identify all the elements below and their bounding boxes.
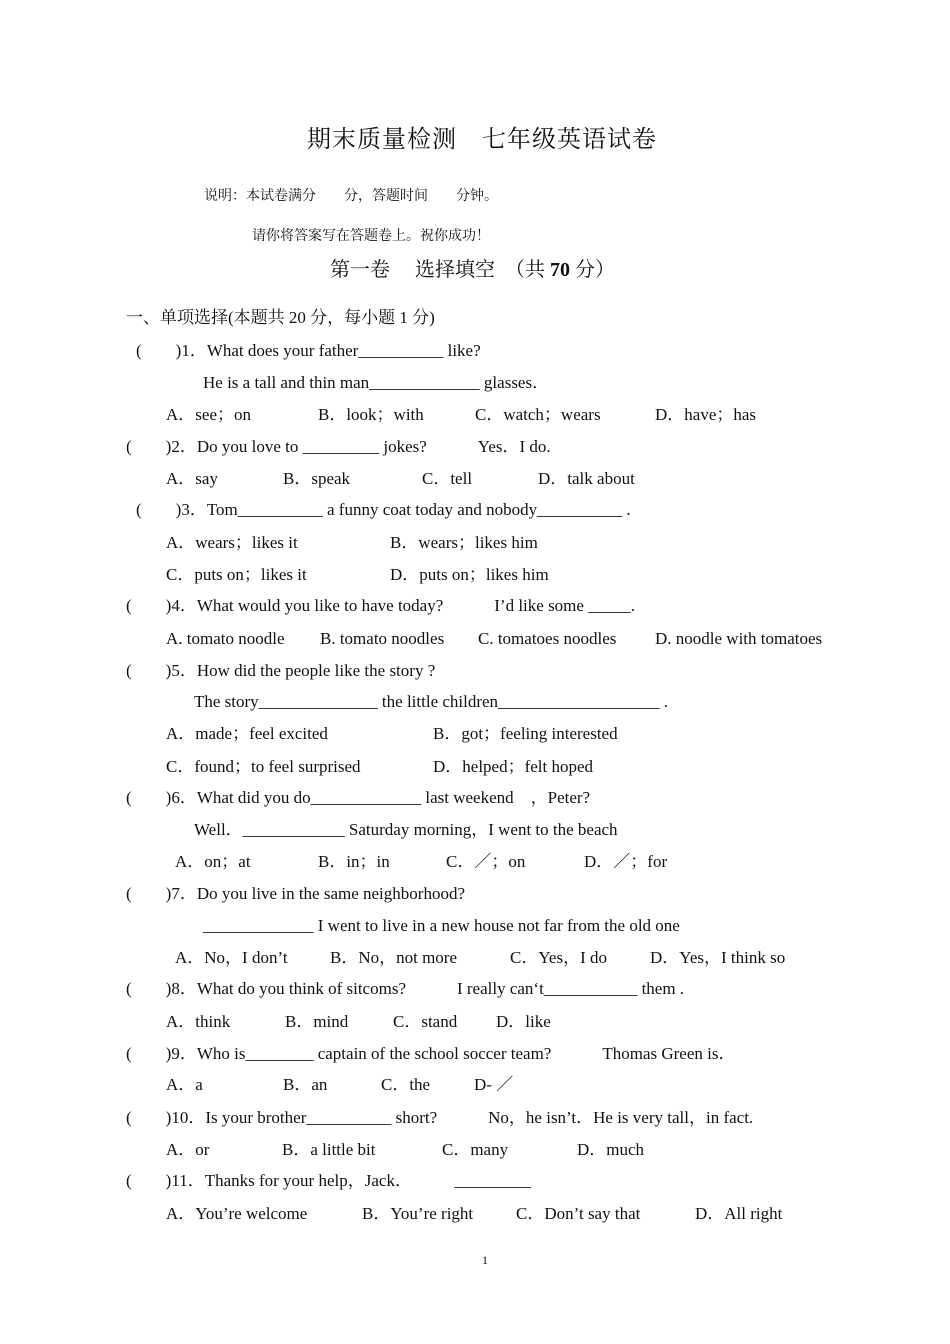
option: A．or [166,1140,210,1159]
option: A．say [166,469,218,488]
question-line: The story______________ the little children___________________ . [194,692,669,711]
option: D．helped；felt hoped [433,757,594,776]
part-suffix: 分） [570,259,615,281]
question-line: Well．____________ Saturday morning，I went to the beach [194,820,618,839]
question-line: He is a tall and thin man_____________ glasses． [203,373,550,392]
page-number: 1 [482,1253,488,1267]
option: A. tomato noodle [166,629,285,648]
option: C．／；on [446,852,526,871]
part-prefix: 第一卷 选择填空 （共 [330,259,550,281]
question-stem: ( )9．Who is________ captain of the school soccer team? Thomas Green is． [126,1044,736,1063]
instructions-line-2: 请你将答案写在答题卷上。祝你成功！ [252,228,490,244]
question-stem: ( )7．Do you live in the same neighborhood? [126,884,465,903]
option: C．many [442,1140,509,1159]
option: B．in；in [318,852,390,871]
question-line: _____________ I went to live in a new house not far from the old one [203,916,680,935]
option: B．an [283,1075,328,1094]
option: C．found；to feel surprised [166,757,361,776]
option: C．puts on；likes it [166,565,307,584]
option: B．mind [285,1012,349,1031]
option: D．All right [695,1204,783,1223]
option: D．／；for [584,852,668,871]
page-title: 期末质量检测 七年级英语试卷 [307,127,657,153]
question-stem: ( )11．Thanks for your help，Jack． _________ [126,1171,531,1190]
option: D．have；has [655,405,757,424]
option: D- ／ [474,1075,514,1094]
question-stem: ( )3．Tom__________ a funny coat today and nobody__________ . [136,500,631,519]
option: C．tell [422,469,473,488]
option: B．wears；likes him [390,533,538,552]
option: C．stand [393,1012,458,1031]
option: B．got；feeling interested [433,724,618,743]
option: D．much [577,1140,645,1159]
option: D．Yes，I think so [650,948,786,967]
option: C．the [381,1075,431,1094]
option: A．No，I don’t [175,948,288,967]
option: D．like [496,1012,551,1031]
option: A．wears；likes it [166,533,298,552]
question-stem: ( )10．Is your brother__________ short? No，he isn’t．He is very tall，in fact. [126,1108,754,1127]
option: C．Don’t say that [516,1204,641,1223]
option: D. noodle with tomatoes [655,629,823,648]
section-heading: 一、单项选择(本题共 20 分，每小题 1 分) [126,308,435,327]
option: A．a [166,1075,203,1094]
option: C. tomatoes noodles [478,629,617,648]
option: A．on；at [175,852,251,871]
part-heading [330,260,615,280]
option: B．speak [283,469,351,488]
question-stem: ( )1．What does your father__________ like? [136,341,481,360]
option: B．a little bit [282,1140,376,1159]
instructions-line-1: 说明：本试卷满分 分，答题时间 分钟。 [204,188,498,204]
question-stem: ( )2．Do you love to _________ jokes? Yes．I do. [126,437,551,456]
option: B. tomato noodles [320,629,445,648]
option: A．You’re welcome [166,1204,308,1223]
question-stem: ( )8．What do you think of sitcoms? I really can‘t___________ them . [126,979,685,998]
question-stem: ( )5．How did the people like the story ? [126,661,436,680]
option: A．made；feel excited [166,724,328,743]
option: C．Yes，I do [510,948,607,967]
option: D．puts on；likes him [390,565,549,584]
option: B．You’re right [362,1204,474,1223]
part-score: 70 [550,259,570,281]
option: B．look；with [318,405,424,424]
option: B．No，not more [330,948,458,967]
option: A．see；on [166,405,251,424]
option: C．watch；wears [475,405,601,424]
option: A．think [166,1012,231,1031]
question-stem: ( )6．What did you do_____________ last weekend ，Peter? [126,788,591,807]
option: D．talk about [538,469,635,488]
question-stem: ( )4．What would you like to have today? I’d like some _____. [126,596,635,615]
